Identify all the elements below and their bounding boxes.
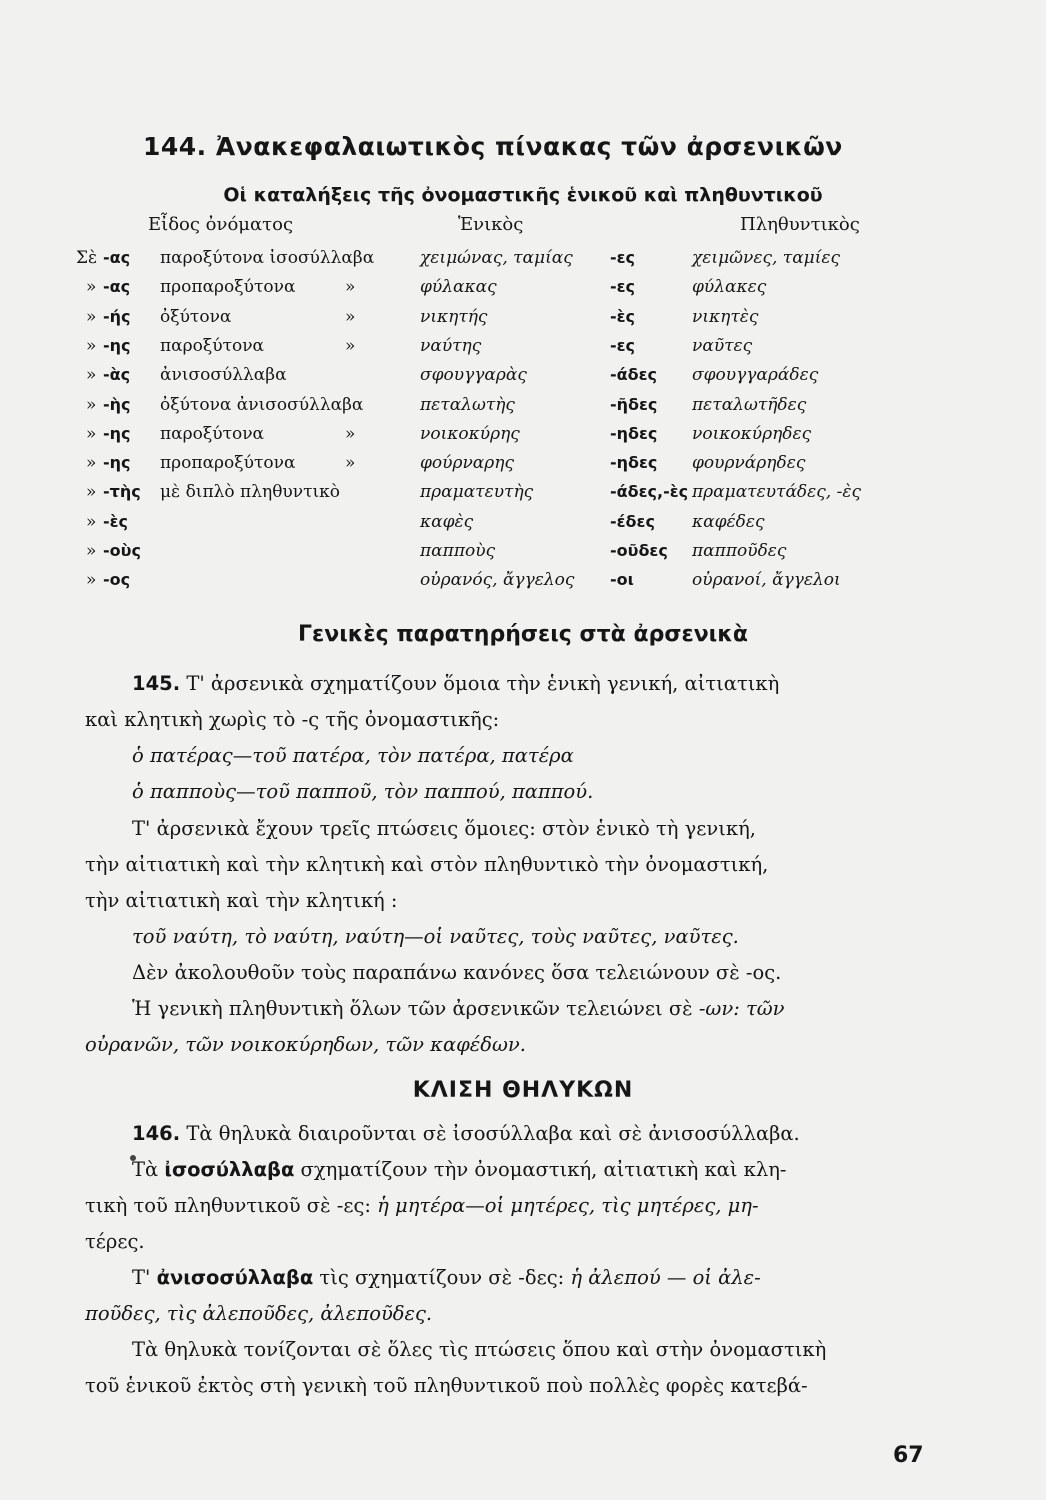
para-145-line-1: [132, 672, 779, 695]
row-prefix: »: [86, 570, 97, 591]
para-145-line-3: Τ' ἀρσενικὰ ἔχουν τρεῖς πτώσεις ὅμοιες: στὸν ἑνικὸ τὴ γενική,: [132, 817, 756, 840]
row-plural-ending: -έδες: [610, 511, 655, 531]
row-prefix: »: [86, 482, 97, 503]
row-plural-example: πραματευτάδες, -ὲς: [692, 482, 861, 503]
section-number: 145.: [132, 672, 181, 695]
row-ditto-mark: »: [345, 453, 356, 474]
row-plural-example: φύλακες: [692, 277, 767, 298]
row-singular-example: φύλακας: [420, 277, 497, 298]
row-noun-type: παροξύτονα: [160, 423, 265, 444]
row-plural-example: νικητὲς: [692, 306, 759, 327]
row-plural-ending: -οῦδες: [610, 541, 668, 560]
row-singular-example: παπποὺς: [420, 541, 496, 561]
text: τικὴ τοῦ πληθυντικοῦ σὲ -ες:: [85, 1194, 378, 1217]
table-row: [0, 541, 1046, 569]
col-header-singular: Ἑνικὸς: [458, 214, 524, 235]
row-plural-ending: -ες: [610, 277, 636, 297]
row-plural-example: καφέδες: [692, 511, 765, 532]
example: ἡ ἀλεπού — οἱ ἀλε-: [570, 1266, 761, 1289]
row-singular-example: σφουγγαρὰς: [420, 365, 527, 386]
row-plural-ending: -ηδες: [610, 453, 658, 473]
row-noun-type: παροξύτονα ἰσοσύλλαβα: [160, 248, 375, 268]
row-ditto-mark: »: [345, 335, 356, 356]
para-146-line-7: Τὰ θηλυκὰ τονίζονται σὲ ὅλες τὶς πτώσεις ὅπου καὶ στὴν ὀνομαστικὴ: [132, 1338, 827, 1361]
row-plural-ending: -άδες,-ὲς: [610, 482, 689, 502]
feminine-declension-heading: ΚΛΙΣΗ ΘΗΛΥΚΩΝ: [412, 1078, 634, 1103]
para-145-line-5: τὴν αἰτιατικὴ καὶ τὴν κλητική :: [85, 889, 398, 912]
row-ending: -ης: [103, 453, 131, 473]
row-plural-ending: -άδες: [610, 365, 658, 385]
row-prefix: »: [86, 335, 97, 356]
col-header-plural: Πληθυντικὸς: [740, 214, 860, 235]
row-noun-type: προπαροξύτονα: [160, 453, 296, 474]
row-ditto-mark: »: [345, 306, 356, 327]
example: ἡ μητέρα—οἱ μητέρες, τὶς μητέρες, μη-: [377, 1194, 759, 1217]
row-prefix: »: [86, 394, 97, 415]
row-plural-example: οὐρανοί, ἄγγελοι: [692, 570, 841, 591]
row-singular-example: νικητής: [420, 306, 488, 327]
table-row: [0, 570, 1046, 598]
row-plural-ending: -ες: [610, 335, 636, 355]
row-plural-example: πεταλωτῆδες: [692, 394, 807, 415]
row-singular-example: οὐρανός, ἄγγελος: [420, 570, 575, 591]
general-remarks-heading: Γενικὲς παρατηρήσεις στὰ ἀρσενικὰ: [297, 622, 749, 647]
row-plural-example: ναῦτες: [692, 335, 753, 356]
table-row: [0, 453, 1046, 481]
row-ending: -ης: [103, 423, 131, 443]
row-singular-example: ναύτης: [420, 335, 482, 356]
term-anisosyllabic: ἀνισοσύλλαβα: [156, 1266, 314, 1289]
row-plural-ending: -ες: [610, 248, 636, 267]
table-row: [0, 307, 1046, 335]
text: Τὰ θηλυκὰ διαιροῦνται σὲ ἰσοσύλλαβα καὶ σὲ ἀνισοσύλλαβα.: [186, 1122, 800, 1145]
row-plural-ending: -ηδες: [610, 423, 658, 443]
para-146-line-5: [132, 1266, 761, 1289]
row-plural-example: παπποῦδες: [692, 541, 787, 561]
para-145-line-2: καὶ κλητικὴ χωρὶς τὸ -ς τῆς ὀνομαστικῆς:: [85, 708, 500, 731]
row-ending: -ος: [103, 570, 131, 590]
row-noun-type: προπαροξύτονα: [160, 277, 296, 298]
row-noun-type: ἀνισοσύλλαβα: [160, 365, 287, 386]
row-singular-example: χειμώνας, ταμίας: [420, 248, 573, 268]
para-146-line-8: τοῦ ἑνικοῦ ἐκτὸς στὴ γενικὴ τοῦ πληθυντικοῦ ποὺ πολλὲς φορὲς κατεβά-: [85, 1374, 808, 1397]
para-146-line-4: τέρες.: [85, 1230, 145, 1253]
para-145-line-7: [132, 997, 785, 1020]
text: Τ': [132, 1266, 157, 1289]
row-prefix: »: [86, 423, 97, 444]
table-row: [0, 365, 1046, 393]
para-145-line-6: Δὲν ἀκολουθοῦν τοὺς παραπάνω κανόνες ὅσα τελειώνουν σὲ -ος.: [132, 961, 782, 984]
row-noun-type: ὀξύτονα: [160, 306, 232, 327]
row-plural-example: νοικοκύρηδες: [692, 423, 812, 444]
row-singular-example: φούρναρης: [420, 453, 514, 474]
row-ending: -ής: [103, 306, 131, 326]
text: σχηματίζουν τὴν ὀνομαστική, αἰτιατικὴ καὶ κλη-: [294, 1158, 787, 1181]
col-header-type: Εἶδος ὀνόματος: [148, 214, 294, 235]
row-ending: -ὲς: [103, 511, 129, 531]
section-number: 146.: [132, 1122, 181, 1145]
text: Τ' ἀρσενικὰ σχηματίζουν ὅμοια τὴν ἑνικὴ γενική, αἰτιατικὴ: [186, 672, 780, 695]
text: Ἡ γενικὴ πληθυντικὴ ὅλων τῶν ἀρσενικῶν τελειώνει σὲ: [132, 997, 699, 1020]
row-plural-ending: -ὲς: [610, 306, 636, 326]
row-prefix: »: [86, 365, 97, 386]
text-italic: -ων: τῶν: [698, 997, 785, 1020]
table-row: [0, 395, 1046, 423]
para-146-line-1: [132, 1122, 800, 1145]
row-ditto-mark: »: [345, 277, 356, 298]
row-singular-example: πραματευτὴς: [420, 482, 534, 503]
row-ending: -ὴς: [103, 394, 131, 414]
page-number: 67: [893, 1443, 924, 1468]
table-row: [0, 424, 1046, 452]
row-plural-example: σφουγγαράδες: [692, 365, 819, 386]
para-145-line-4: τὴν αἰτιατικὴ καὶ τὴν κλητικὴ καὶ στὸν πληθυντικὸ τὴν ὀνομαστική,: [85, 853, 769, 876]
row-prefix: »: [86, 453, 97, 474]
row-ending: -ας: [103, 248, 131, 267]
table-row: [0, 512, 1046, 540]
section-heading: Ἀνακεφαλαιωτικὸς πίνακας τῶν ἀρσενικῶν: [215, 132, 843, 161]
table-row: [0, 336, 1046, 364]
row-prefix: »: [86, 277, 97, 298]
row-noun-type: ὀξύτονα ἀνισοσύλλαβα: [160, 394, 364, 415]
table-row: [0, 482, 1046, 510]
para-146-line-3: [85, 1194, 759, 1217]
row-singular-example: καφὲς: [420, 511, 474, 532]
row-prefix: Σὲ: [76, 248, 98, 268]
row-ending: -ης: [103, 335, 131, 355]
para-145-line-8: οὐρανῶν, τῶν νοικοκύρηδων, τῶν καφέδων.: [85, 1033, 526, 1056]
row-plural-example: φουρνάρηδες: [692, 453, 806, 474]
term-isosyllabic: ἰσοσύλλαβα: [164, 1158, 295, 1181]
row-singular-example: πεταλωτὴς: [420, 394, 515, 415]
row-plural-ending: -οι: [610, 570, 634, 590]
row-singular-example: νοικοκύρης: [420, 423, 520, 444]
table-subtitle: Οἱ καταλήξεις τῆς ὀνομαστικῆς ἑνικοῦ καὶ πληθυντικοῦ: [223, 184, 823, 206]
row-ditto-mark: »: [345, 423, 356, 444]
section-number: 144.: [143, 132, 207, 161]
para-146-line-2: [132, 1158, 787, 1181]
row-plural-example: χειμῶνες, ταμίες: [692, 248, 841, 268]
para-146-line-6: ποῦδες, τὶς ἀλεποῦδες, ἀλεποῦδες.: [85, 1302, 433, 1325]
section-144-title: [143, 132, 843, 161]
table-row: [0, 248, 1046, 276]
row-noun-type: παροξύτονα: [160, 335, 265, 356]
row-ending: -τὴς: [103, 482, 141, 502]
table-row: [0, 277, 1046, 305]
text: Τὰ: [132, 1158, 165, 1181]
row-ending: -ας: [103, 277, 131, 297]
row-ending: -ὰς: [103, 365, 131, 385]
row-prefix: »: [86, 511, 97, 532]
row-plural-ending: -ῆδες: [610, 394, 658, 414]
row-prefix: »: [86, 541, 97, 561]
row-noun-type: μὲ διπλὸ πληθυντικὸ: [160, 482, 341, 503]
text: τὶς σχηματίζουν σὲ -δες:: [313, 1266, 571, 1289]
row-ending: -οὺς: [103, 541, 141, 560]
row-prefix: »: [86, 306, 97, 327]
example-line-3: τοῦ ναύτη, τὸ ναύτη, ναύτη—οἱ ναῦτες, τοὺς ναῦτες, ναῦτες.: [132, 925, 739, 948]
example-line-2: ὁ παπποὺς—τοῦ παπποῦ, τὸν παππού, παππού.: [132, 780, 594, 803]
example-line-1: ὁ πατέρας—τοῦ πατέρα, τὸν πατέρα, πατέρα: [132, 744, 574, 767]
